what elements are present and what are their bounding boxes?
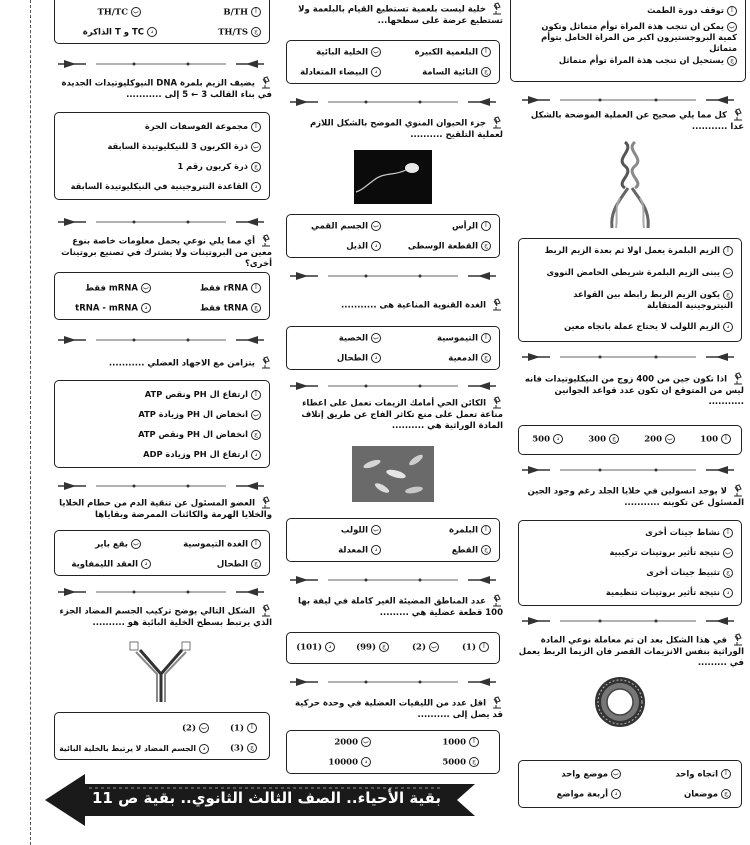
- option-d[interactable]: دTC و T الذاكرة: [83, 27, 157, 39]
- separator: [288, 676, 498, 688]
- left-q1-options-box: [54, 112, 270, 200]
- option-c[interactable]: جالقطعة الوسطى: [408, 241, 491, 253]
- option-b[interactable]: بيمكن ان تنجب هذة المراة توأم متماثل وتكون كمية البروجستيرون اكبر من المراة الحامل بتوأم متماثل: [541, 21, 737, 53]
- question-text: كل مما يلي صحيح عن العملية الموضحة بالشكل عدا ...........: [516, 108, 744, 133]
- option-b[interactable]: ببقع باير: [95, 539, 141, 551]
- option-d[interactable]: د500: [532, 434, 563, 446]
- separator: [56, 216, 266, 228]
- separator: [56, 334, 266, 346]
- option-d[interactable]: دنتيجة تأثير بروتينات تنظيمية: [606, 587, 733, 598]
- option-c[interactable]: جيكون الزيم الربط رابطة بين القواعد النيتروجينية المتقابلة: [573, 289, 733, 310]
- option-b[interactable]: بالجسم القمي: [311, 221, 381, 233]
- microscope-icon: [730, 108, 744, 122]
- option-a[interactable]: أالبلعمية الكبيرة: [415, 47, 491, 59]
- option-b[interactable]: بنتيجة تأثير بروتينات تركيبية: [609, 547, 733, 558]
- question-text: خلية ليست بلعمية تستطيع القيام بالبلعمة ولا تستطيع عرضة على سطحها...: [285, 2, 503, 27]
- dna-replication-figure: [600, 140, 660, 230]
- microscope-icon: [258, 604, 272, 618]
- mid-q2-options-box: [286, 326, 500, 370]
- option-b[interactable]: بالخلية البائية: [316, 47, 381, 59]
- plasmid-ring-figure: [590, 672, 650, 732]
- option-b[interactable]: بانخفاض ال PH وزيادة ATP: [138, 409, 261, 420]
- option-a[interactable]: أ1000: [442, 737, 479, 749]
- option-b[interactable]: ب(2): [412, 642, 439, 654]
- left-q2-options-box: [54, 272, 270, 320]
- option-d[interactable]: دالطحال: [337, 353, 381, 365]
- option-d[interactable]: دالذيل: [346, 241, 381, 253]
- option-b[interactable]: باللولب: [341, 525, 381, 537]
- option-d[interactable]: دtRNA - mRNA: [75, 303, 151, 315]
- question-text: لا يوجد انسولين في خلايا الجلد رغم وجود الجين المسئول عن تكوينه ...........: [516, 484, 744, 509]
- question-text: الكائن الحي أمامك الزيمات تعمل على اعطاء مناعة تعمل على منع تكاثر الفاج عن طريق إتلاف المادة الوراثية هي ..........: [285, 396, 503, 432]
- sperm-image: [354, 150, 432, 204]
- mid-q4-options-box: [286, 632, 500, 664]
- option-c[interactable]: ج300: [588, 434, 619, 446]
- q3-options-box: [518, 520, 742, 606]
- option-b[interactable]: بذرة الكربون 3 للنيكليوتيدة السابقة: [107, 141, 261, 152]
- option-a[interactable]: أالبلمرة: [449, 525, 491, 537]
- option-c[interactable]: جيستحيل ان تنجب هذة المراة توأم متماثل: [559, 55, 737, 66]
- option-a[interactable]: أrRNA فقط: [200, 283, 261, 295]
- option-c[interactable]: ج(99): [356, 642, 389, 654]
- option-c[interactable]: جTH/TS: [218, 27, 261, 39]
- option-a[interactable]: أتوقف دورة الطمث: [647, 5, 737, 16]
- option-d[interactable]: د10000: [328, 757, 371, 769]
- option-a[interactable]: أالتيموسية: [437, 333, 491, 345]
- option-d[interactable]: دالمعدلة: [338, 545, 381, 557]
- question-text: يضيف الزيم بلمرة DNA النيوكليوتيدات الجديدة في بناء القالب 3 ← 5 إلى ...........: [52, 76, 272, 101]
- option-b[interactable]: بيبنى الزيم البلمرة شريطي الحامض النووى: [546, 267, 733, 278]
- separator: [520, 615, 736, 627]
- question-text: أي مما يلي نوعي يحمل معلومات خاصة بنوع معين من البروتينات ولا يشترك في تصنيع بروتينات أخرى؟: [52, 234, 272, 270]
- option-d[interactable]: دالقاعدة النتروجينية في النيكليوتيدة السابقة: [71, 181, 261, 192]
- mid-q1-options-box: [286, 214, 500, 258]
- option-b[interactable]: بالخصية: [339, 333, 381, 345]
- option-d[interactable]: د(101): [296, 642, 335, 654]
- left-top-options-box: [54, 0, 270, 44]
- microscope-icon: [489, 298, 503, 312]
- option-d[interactable]: دالزيم اللولب لا يحتاج عملة باتجاه معين: [564, 321, 733, 332]
- question-text: الغدة القنوية المناعية هى ...........: [285, 298, 503, 312]
- microscope-icon: [258, 76, 272, 90]
- option-d[interactable]: دالجسم المضاد لا يرتبط بالخلية البائية: [59, 743, 209, 754]
- option-d[interactable]: دارتفاع ال PH وزيادة ADP: [143, 449, 261, 460]
- question-text: عدد المناطق المضيئة الغير كاملة في ليفة بها 100 قطعة عضلية هي .........: [285, 594, 503, 619]
- microscope-icon: [489, 2, 503, 16]
- option-a[interactable]: أ(1): [462, 642, 489, 654]
- mid-q5-options-box: [286, 730, 500, 774]
- option-c[interactable]: جالدمعية: [448, 353, 491, 365]
- question-text: اقل عدد من الليفيات العضلية في وحدة حركية قد يصل إلى ..........: [285, 696, 503, 721]
- option-c[interactable]: جالتائية السامة: [422, 67, 491, 79]
- separator: [288, 574, 498, 586]
- question-text: العضو المسئول عن تنقية الدم من حطام الخلايا والخلايا الهرمة والكائنات الممرضة وبقاياها: [52, 496, 272, 521]
- option-c[interactable]: جالطحال: [217, 559, 261, 571]
- option-c[interactable]: جتثبيط جينات أخرى: [646, 567, 733, 578]
- option-c[interactable]: جذرة كربون رقم 1: [178, 161, 261, 172]
- option-b[interactable]: ب200: [644, 434, 675, 446]
- mid-top-options-box: [286, 40, 500, 84]
- option-c[interactable]: ج(3): [230, 743, 257, 755]
- option-b[interactable]: ب2000: [334, 737, 371, 749]
- option-b[interactable]: بموضع واحد: [561, 769, 621, 781]
- q4-options-box: [518, 760, 742, 808]
- separator: [288, 96, 498, 108]
- question-text: في هذا الشكل بعد ان تم معاملة نوعي المادة الوراثية بنفس الانزيمات القصر فان الزيما الربط يعمل في .........: [516, 633, 744, 669]
- separator: [520, 351, 736, 363]
- option-a[interactable]: أمجموعة الفوسفات الحرة: [145, 121, 261, 132]
- option-a[interactable]: أارتفاع ال PH ونقص ATP: [145, 389, 261, 400]
- left-q3-options-box: [54, 380, 270, 468]
- q2-options-box: [518, 425, 742, 455]
- option-c[interactable]: جانخفاض ال PH ونقص ATP: [138, 429, 261, 440]
- option-c[interactable]: جالقطع: [452, 545, 491, 557]
- option-a[interactable]: أ100: [700, 434, 731, 446]
- left-q4-options-box: [54, 530, 270, 576]
- option-b[interactable]: ب(2): [182, 723, 209, 735]
- option-a[interactable]: أالغدة التيموسية: [183, 539, 261, 551]
- question-text: جزء الحيوان المنوي الموضح بالشكل اللازم لعملية التلقيح ..........: [285, 116, 503, 141]
- option-d[interactable]: دالبيضاء المتعادلة: [300, 67, 381, 79]
- left-q5-options-box: [54, 712, 270, 760]
- mid-q3-options-box: [286, 518, 500, 562]
- banner-text: بقية الأحياء.. الصف الثالث الثانوي.. بقية ص 11: [91, 789, 441, 807]
- option-d[interactable]: دالعقد الليمفاوية: [71, 559, 151, 571]
- separator: [288, 380, 498, 392]
- microscope-icon: [258, 356, 272, 370]
- option-c[interactable]: ج5000: [442, 757, 479, 769]
- microscope-icon: [258, 234, 272, 248]
- microscope-icon: [489, 116, 503, 130]
- separator: [520, 94, 736, 106]
- option-a[interactable]: أاتجاه واحد: [675, 769, 731, 781]
- option-b[interactable]: بTH/TC: [97, 7, 141, 19]
- option-c[interactable]: جموضعان: [684, 789, 731, 801]
- microscope-icon: [730, 484, 744, 498]
- microscope-icon: [730, 372, 744, 386]
- microscope-icon: [489, 594, 503, 608]
- separator: [56, 480, 266, 492]
- option-a[interactable]: أالزيم البلمرة يعمل اولا ثم بعدة الزيم الربط: [545, 245, 733, 256]
- microscope-icon: [489, 396, 503, 410]
- question-text: الشكل التالي يوضح تركيب الجسم المضاد الجزء الذي يرتبط بسطح الخلية البائية هو ..........: [52, 604, 272, 629]
- microscope-icon: [489, 696, 503, 710]
- separator: [56, 58, 266, 70]
- option-c[interactable]: جtRNA فقط: [200, 303, 261, 315]
- right-top-options-box: [510, 0, 746, 82]
- option-a[interactable]: أنشاط جينات أخرى: [645, 527, 733, 538]
- option-a[interactable]: أB/TH: [223, 7, 261, 19]
- microscope-icon: [730, 633, 744, 647]
- question-text: يتزامن مع الاجهاد العضلي ...........: [52, 356, 272, 370]
- page-margin-line: [30, 0, 32, 845]
- separator: [288, 270, 498, 282]
- option-d[interactable]: دأربعة مواضع: [557, 789, 621, 801]
- option-a[interactable]: أالرأس: [452, 221, 491, 233]
- question-text: اذا تكون جين من 400 زوج من النيكليوتيدات فانه ليس من المتوقع ان تكون عدد قواعد الجوانين ...........: [516, 372, 744, 408]
- antibody-figure: [126, 640, 196, 704]
- separator: [520, 464, 736, 476]
- q1-options-box: [518, 238, 742, 342]
- option-b[interactable]: بmRNA فقط: [85, 283, 151, 295]
- separator: [56, 586, 266, 598]
- microscope-icon: [258, 496, 272, 510]
- footer-banner: [45, 772, 475, 828]
- bacteria-image: [352, 446, 434, 502]
- option-a[interactable]: أ(1): [230, 723, 257, 735]
